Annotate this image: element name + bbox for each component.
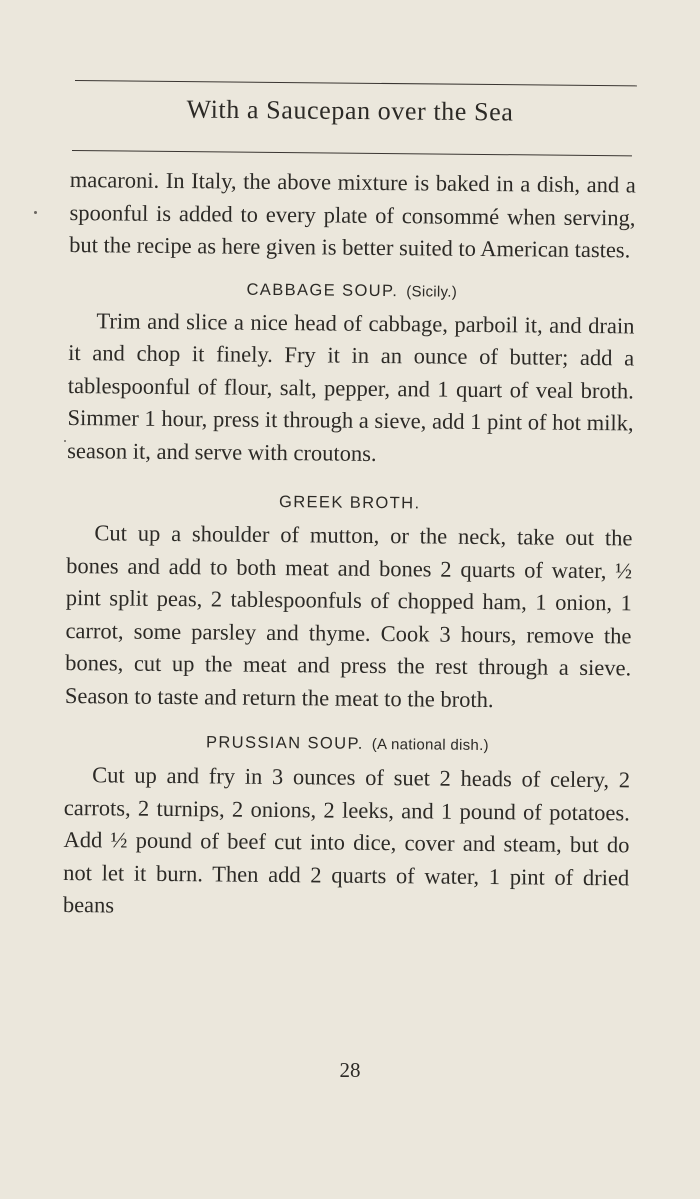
- section-text-prussian-soup: Cut up and fry in 3 ounces of suet 2 heads of celery, 2 carrots, 2 turnips, 2 onions, 2 leeks, and 1 pound of potatoes. Add ½ pound of beef cut into dice, cover and steam, but do not let it burn. Then add 2 quarts of water, 1 pint of dried beans: [62, 762, 631, 918]
- paper-speck: [34, 211, 37, 214]
- header-bottom-rule: [72, 150, 632, 156]
- page-body: [63, 164, 636, 927]
- section-heading-greek-broth: [67, 491, 633, 515]
- running-head: With a Saucepan over the Sea: [186, 94, 514, 127]
- section-text-greek-broth: Cut up a shoulder of mutton, or the neck, take out the bones and add to both meat and bones 2 quarts of water, ½ pint split peas, 2 tablespoonfuls of chopped ham, 1 onion, 1 carrot, some parsley and thyme. Cook 3 hours, remove the bones, cut up the meat and press the rest through a sieve. Season to taste and return the meat to the broth.: [64, 520, 633, 712]
- header-top-rule: [75, 80, 637, 86]
- section-heading-cabbage-soup: [69, 278, 635, 302]
- page-number: 28: [339, 1058, 361, 1082]
- section-subtitle: (Sicily.): [406, 282, 458, 301]
- intro-paragraph: macaroni. In Italy, the above mixture is baked in a dish, and a spoonful is added to every plate of consommé when serving, but the recipe as here given is better suited to American tastes.: [69, 166, 636, 263]
- section-subtitle: (A national dish.): [371, 735, 489, 755]
- section-title: CABBAGE SOUP.: [246, 280, 399, 300]
- section-title: GREEK BROTH.: [278, 493, 421, 513]
- section-text-cabbage-soup: Trim and slice a nice head of cabbage, parboil it, and drain it and chop it finely. Fry it in an ounce of butter; add a tablespoonful of flour, salt, pepper, and 1 quart of veal broth. Simmer 1 hour, press it through a sieve, add 1 pint of hot milk, season it, and serve with croutons.: [67, 307, 635, 466]
- section-title: PRUSSIAN SOUP.: [205, 733, 364, 753]
- section-heading-prussian-soup: [64, 732, 630, 756]
- paper-speck: [64, 440, 66, 442]
